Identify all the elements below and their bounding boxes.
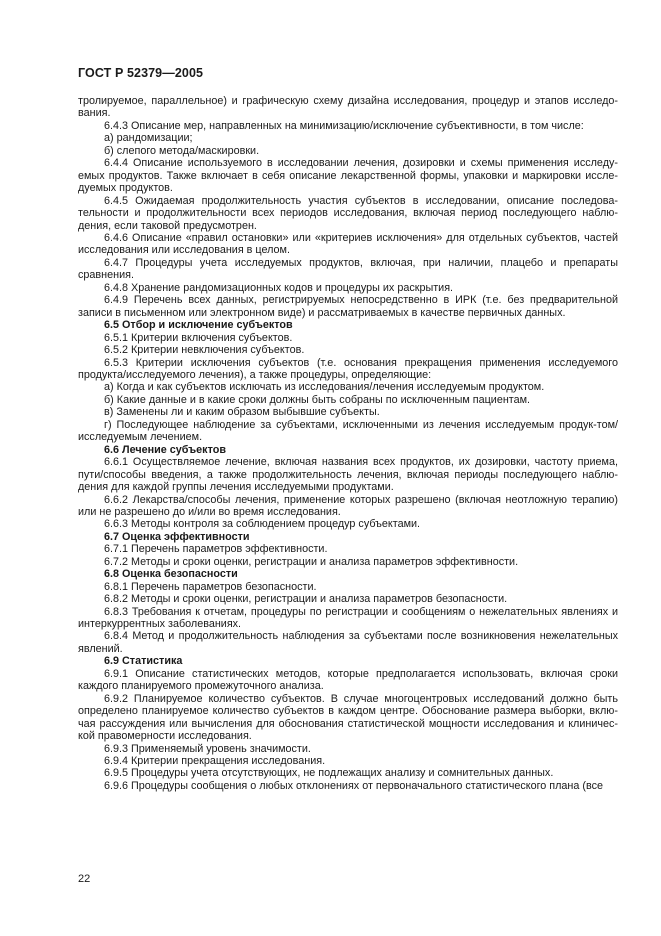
paragraph: 6.5.3 Критерии исключения субъектов (т.е. основания прекращения применения исследуемого продукта/исследуемого лечения), а также процедуры, определяющие: (78, 356, 618, 381)
paragraph: 6.9.2 Планируемое количество субъектов. В случае многоцентровых исследований должно быть определено планируемое количество субъектов в каждом центре. Обоснование размера выборки, вклю-чая рассуждения или вычисления для обоснования статистической мощности исследования и клиничес-кой правомерности исследования. (78, 692, 618, 743)
section-heading: 6.9 Статистика (104, 655, 183, 668)
paragraph: 6.8.2 Методы и сроки оценки, регистрации и анализа параметров безопасности. (104, 593, 508, 606)
paragraph: 6.4.9 Перечень всех данных, регистрируемых непосредственно в ИРК (т.е. без предварительной записи в письменном или электронном виде) и рассматриваемых в качестве первичных данных. (78, 294, 618, 319)
paragraph: 6.9.5 Процедуры учета отсутствующих, не подлежащих анализу и сомнительных данных. (104, 767, 554, 780)
paragraph: 6.5.1 Критерии включения субъектов. (104, 331, 293, 344)
paragraph: 6.7.1 Перечень параметров эффективности. (104, 543, 328, 556)
paragraph: 6.8.3 Требования к отчетам, процедуры по регистрации и сообщениям о нежелательных явлениях и интеркуррентных заболеваниях. (78, 605, 618, 631)
paragraph: 6.9.6 Процедуры сообщения о любых отклонениях от первоначального статистического плана (все (104, 779, 604, 792)
paragraph: 6.7.2 Методы и сроки оценки, регистрации и анализа параметров эффективности. (104, 555, 519, 568)
paragraph: в) Заменены ли и каким образом выбывшие субъекты. (104, 406, 380, 419)
paragraph: 6.6.3 Методы контроля за соблюдением процедур субъектами. (104, 518, 421, 531)
paragraph: тролируемое, параллельное) и графическую схему дизайна исследования, процедур и этапов исследо-вания. (78, 95, 618, 120)
paragraph: 6.9.1 Описание статистических методов, которые предполагается использовать, включая сроки каждого планируемого промежуточного анализа. (78, 667, 618, 693)
paragraph: 6.5.2 Критерии невключения субъектов. (104, 344, 305, 357)
paragraph: 6.9.4 Критерии прекращения исследования. (104, 755, 326, 768)
paragraph: б) слепого метода/маскировки. (104, 144, 260, 157)
paragraph: 6.4.3 Описание мер, направленных на минимизацию/исключение субъективности, в том числе: (104, 119, 584, 132)
paragraph: 6.4.7 Процедуры учета исследуемых продуктов, включая, при наличии, плацебо и препараты сравнения. (78, 256, 618, 282)
page-number: 22 (78, 873, 91, 885)
section-heading: 6.8 Оценка безопасности (104, 568, 238, 581)
paragraph: 6.6.1 Осуществляемое лечение, включая названия всех продуктов, их дозировки, частоту приема, пути/способы введения, а также продолжительность лечения, включая периоды последующего наблю-дения для каждой группы лечения исследуемыми продуктами. (78, 456, 618, 494)
section-heading: 6.5 Отбор и исключение субъектов (104, 319, 293, 332)
paragraph: 6.6.2 Лекарства/способы лечения, применение которых разрешено (включая неотложную терапию) или не разрешено до и/или во время исследования. (78, 493, 618, 518)
paragraph: 6.8.4 Метод и продолжительность наблюдения за субъектами после возникновения нежелательных явлений. (78, 630, 618, 655)
paragraph: 6.9.3 Применяемый уровень значимости. (104, 742, 311, 755)
paragraph: а) рандомизации; (104, 132, 193, 145)
section-heading: 6.7 Оценка эффективности (104, 530, 250, 543)
paragraph: а) Когда и как субъектов исключать из исследования/лечения исследуемым продуктом. (104, 381, 545, 394)
paragraph: 6.4.5 Ожидаемая продолжительность участия субъектов в исследовании, описание последова-тельности и продолжительности всех периодов исследования, включая период последующего наблю-дения, если таковой предусмотрен. (78, 194, 618, 232)
document-body (78, 95, 618, 792)
paragraph: 6.4.4 Описание используемого в исследовании лечения, дозировки и схемы применения исследу-емых продуктов. Также включает в себя описание лекарственной формы, упаковки и маркировки иссле-дуемых продуктов. (78, 157, 618, 195)
paragraph: 6.8.1 Перечень параметров безопасности. (104, 580, 317, 593)
page-header: ГОСТ Р 52379—2005 (78, 66, 204, 80)
paragraph: 6.4.6 Описание «правил остановки» или «критериев исключения» для отдельных субъектов, частей исследования или исследования в целом. (78, 231, 618, 257)
paragraph: г) Последующее наблюдение за субъектами, исключенными из лечения исследуемым продук-том/исследуемым лечением. (78, 418, 618, 444)
paragraph: 6.4.8 Хранение рандомизационных кодов и процедуры их раскрытия. (104, 281, 454, 294)
paragraph: б) Какие данные и в какие сроки должны быть собраны по исключенным пациентам. (104, 393, 531, 406)
section-heading: 6.6 Лечение субъектов (104, 443, 226, 456)
